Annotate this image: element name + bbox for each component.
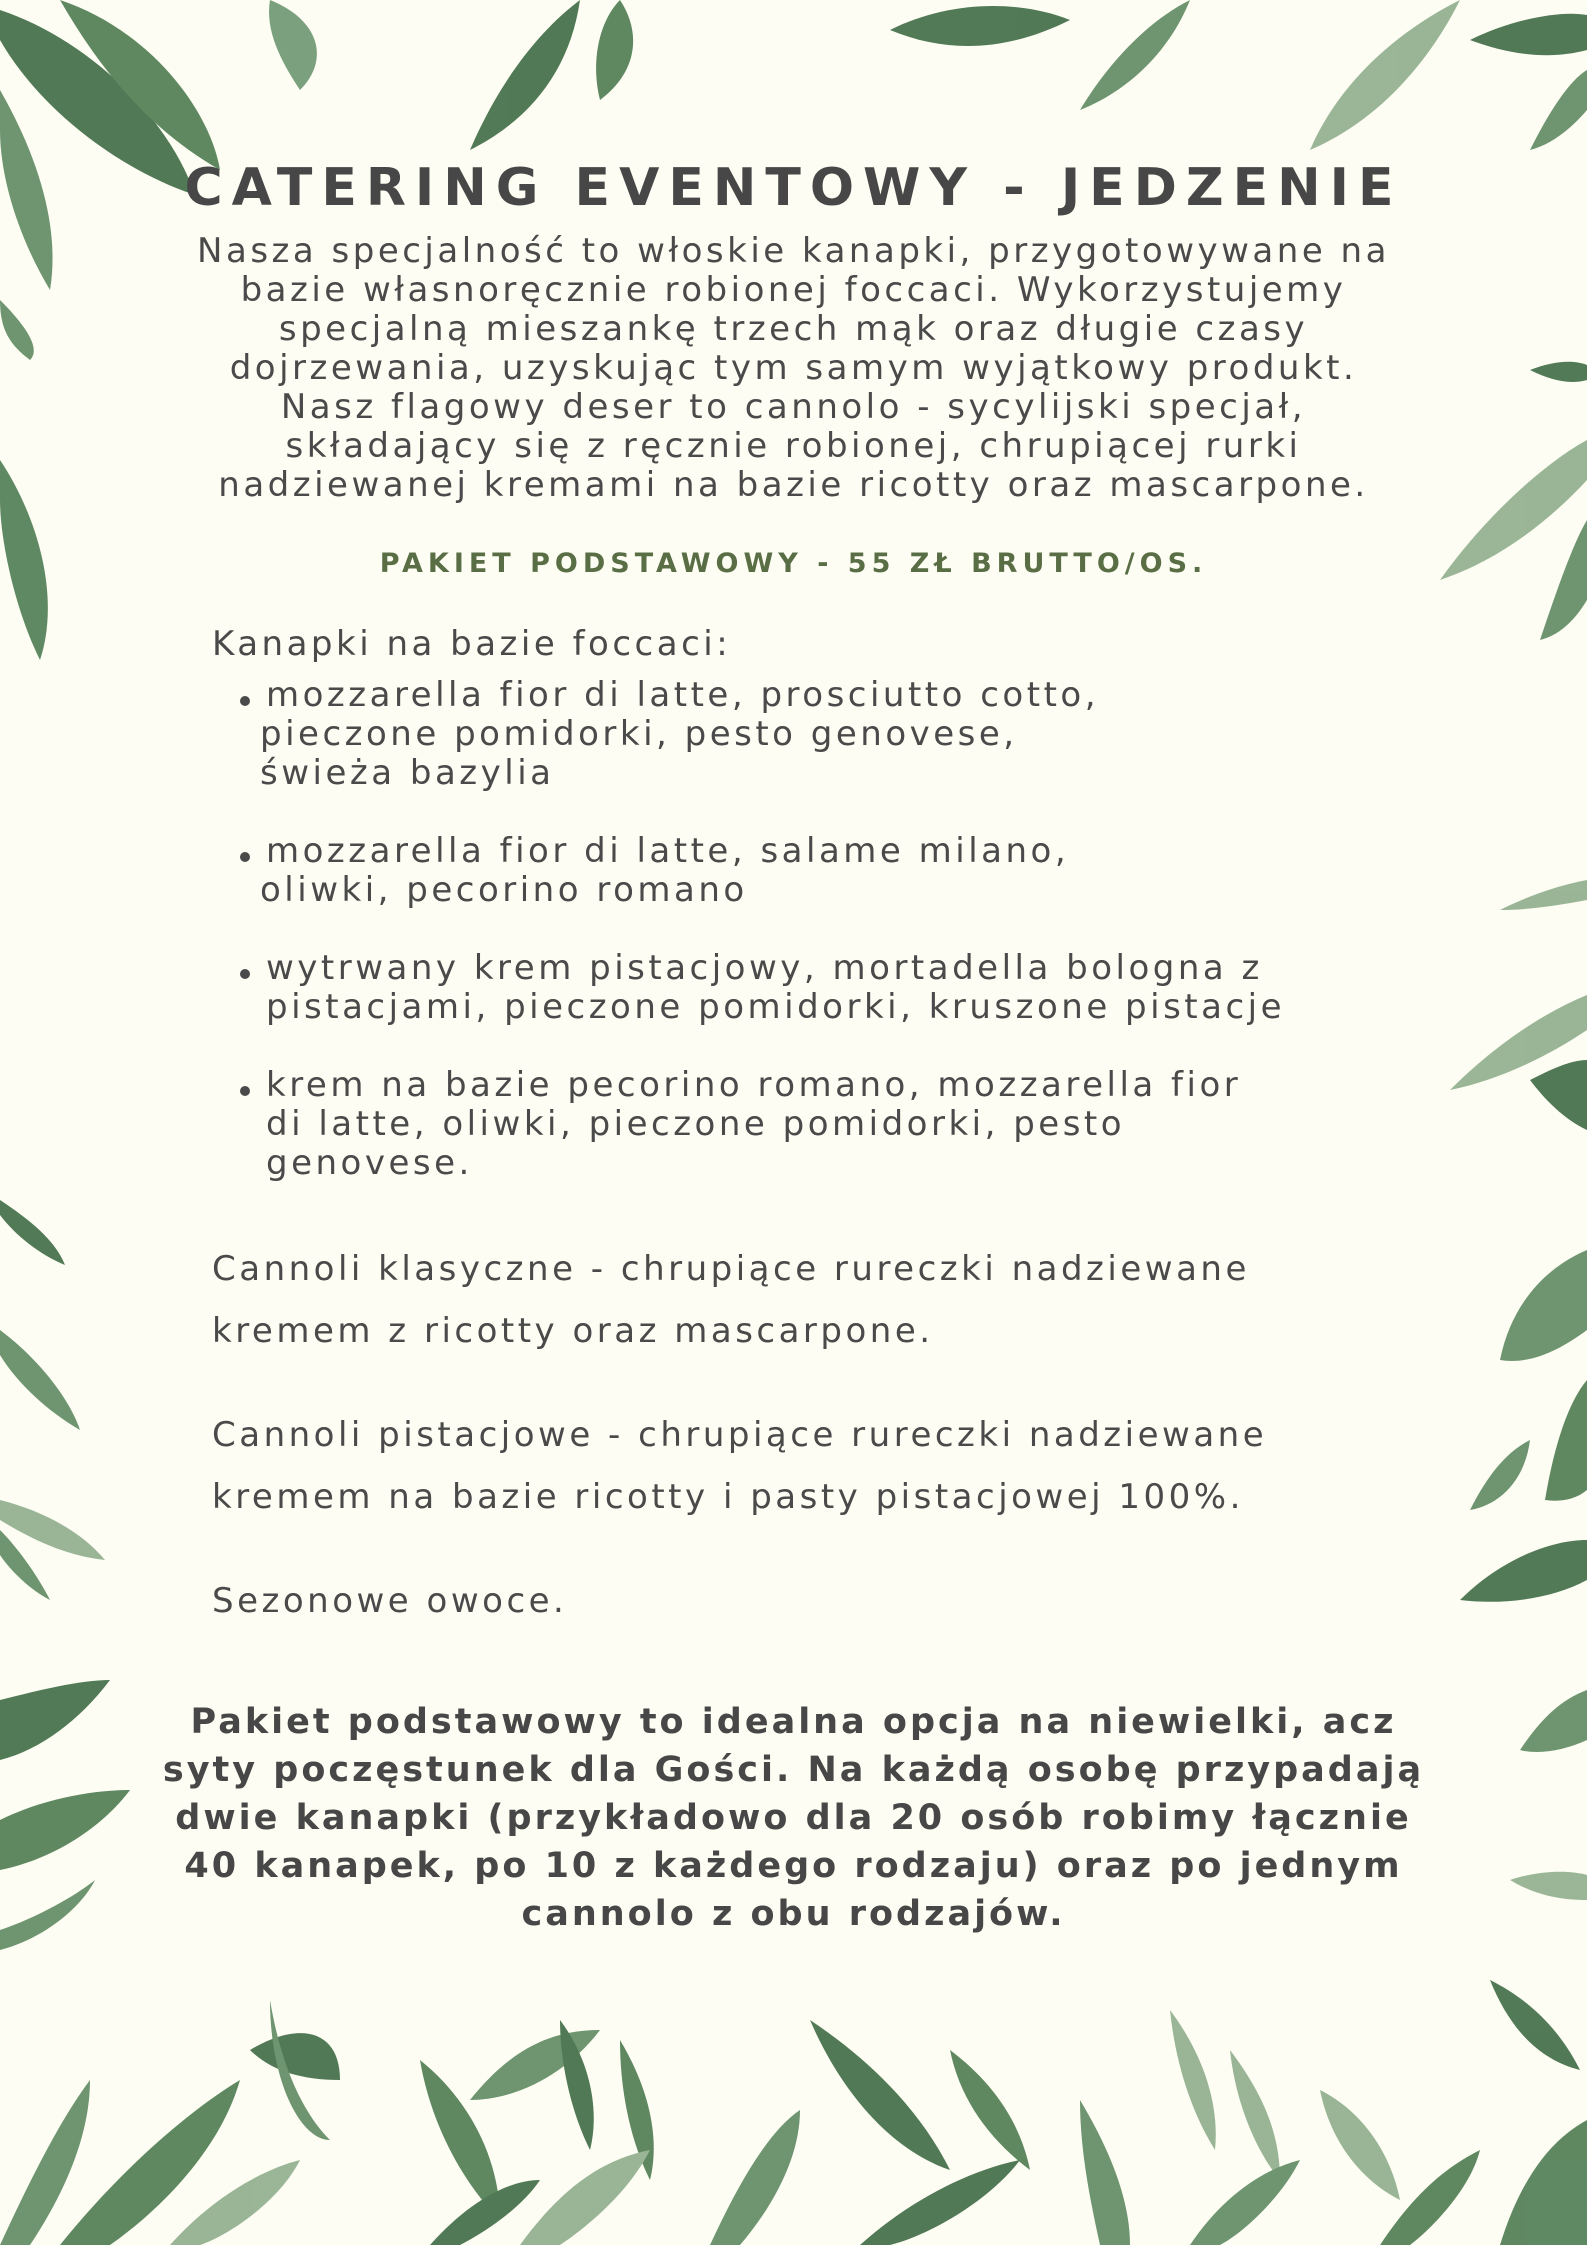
intro-line: Nasz flagowy deser to cannolo - sycylijski specjał, — [280, 387, 1307, 427]
paragraph-line: kremem z ricotty oraz mascarpone. — [212, 1311, 934, 1351]
bullet-icon — [240, 1086, 250, 1096]
list-item-text — [260, 831, 1070, 910]
list-item-line: pieczone pomidorki, pesto genovese, — [260, 714, 1018, 754]
list-item-line: genovese. — [266, 1143, 473, 1183]
paragraph-line: Cannoli klasyczne - chrupiące rureczki nadziewane — [212, 1249, 1250, 1289]
footer-line: Pakiet podstawowy to idealna opcja na niewielki, acz — [190, 1702, 1397, 1742]
footer-summary — [120, 1698, 1467, 1938]
intro-line: Nasza specjalność to włoskie kanapki, przygotowywane na — [197, 231, 1390, 271]
footer-line: 40 kanapek, po 10 z każdego rodzaju) oraz po jednym — [184, 1846, 1403, 1886]
cannoli-pistachio-paragraph — [212, 1404, 1412, 1528]
seasonal-fruit: Sezonowe owoce. — [212, 1581, 568, 1621]
list-item-line: oliwki, pecorino romano — [260, 870, 748, 910]
list-item-text — [266, 949, 1285, 1027]
list-item-line: wytrwany krem pistacjowy, mortadella bologna z — [266, 948, 1263, 988]
list-item-text — [266, 1066, 1241, 1183]
bullet-icon — [240, 696, 250, 706]
footer-line: cannolo z obu rodzajów. — [521, 1894, 1066, 1934]
list-item-line: di latte, oliwki, pieczone pomidorki, pesto — [266, 1104, 1126, 1144]
list-item-line: mozzarella fior di latte, prosciutto cotto, — [266, 675, 1100, 715]
intro-paragraph — [140, 232, 1447, 505]
paragraph-line: kremem na bazie ricotty i pasty pistacjowej 100%. — [212, 1477, 1244, 1517]
cannoli-classic-paragraph — [212, 1238, 1412, 1362]
bullet-icon — [240, 969, 250, 979]
intro-line: dojrzewania, uzyskując tym samym wyjątkowy produkt. — [229, 348, 1358, 388]
intro-line: bazie własnoręcznie robionej foccaci. Wykorzystujemy — [240, 270, 1347, 310]
sandwiches-label: Kanapki na bazie foccaci: — [212, 624, 732, 664]
list-item-line: świeża bazylia — [260, 753, 555, 793]
paragraph-line: Cannoli pistacjowe - chrupiące rureczki nadziewane — [212, 1415, 1268, 1455]
list-item-text — [260, 675, 1100, 793]
intro-line: składający się z ręcznie robionej, chrupiącej rurki — [285, 426, 1302, 466]
intro-line: specjalną mieszankę trzech mąk oraz długie czasy — [278, 309, 1309, 349]
page-title: CATERING EVENTOWY - JEDZENIE — [184, 158, 1403, 218]
intro-line: nadziewanej kremami na bazie ricotty oraz mascarpone. — [218, 465, 1369, 505]
package-heading: PAKIET PODSTAWOWY - 55 ZŁ BRUTTO/OS. — [379, 548, 1208, 579]
footer-line: syty poczęstunek dla Gości. Na każdą osobę przypadają — [162, 1750, 1425, 1790]
list-item-line: mozzarella fior di latte, salame milano, — [266, 831, 1070, 871]
list-item-line: pistacjami, pieczone pomidorki, kruszone pistacje — [266, 987, 1286, 1027]
bullet-icon — [240, 852, 250, 862]
footer-line: dwie kanapki (przykładowo dla 20 osób robimy łącznie — [175, 1798, 1412, 1838]
list-item-line: krem na bazie pecorino romano, mozzarella fior — [266, 1065, 1242, 1105]
